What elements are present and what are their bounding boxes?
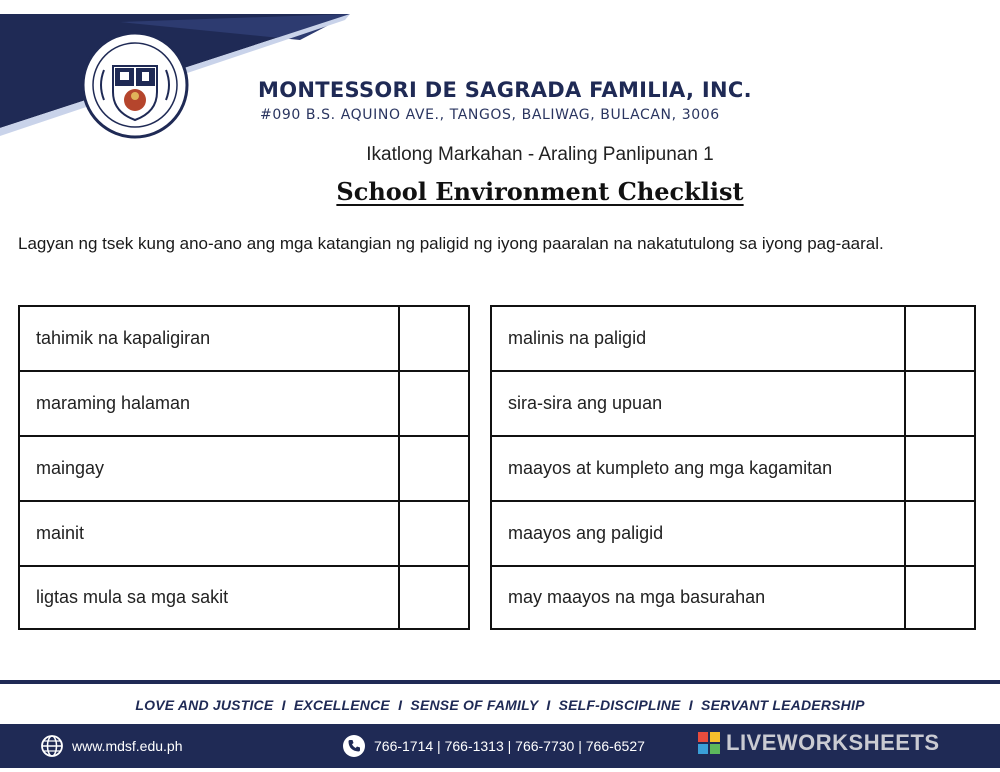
footer-divider: [0, 680, 1000, 684]
checklist-item-label: maingay: [36, 458, 105, 478]
liveworksheets-brand-text: LIVEWORKSHEETS: [726, 730, 940, 755]
worksheet-title: School Environment Checklist: [336, 177, 744, 206]
checklist-row: [492, 567, 974, 628]
website-text[interactable]: www.mdsf.edu.ph: [72, 738, 183, 754]
footer-website: [40, 734, 183, 758]
checklist-row: [492, 372, 974, 437]
checklist-item-label: sira-sira ang upuan: [508, 393, 663, 413]
checkbox-cell[interactable]: [398, 437, 468, 500]
school-seal-logo: [80, 30, 190, 140]
footer-phones: [342, 734, 645, 758]
checklist-row: [20, 372, 468, 437]
checklist-row: [20, 437, 468, 502]
checkbox-cell[interactable]: [904, 372, 974, 435]
checklist-item-label: may maayos na mga basurahan: [508, 587, 766, 607]
checklist-row: [492, 502, 974, 567]
checklist-table-right: [490, 305, 976, 630]
school-core-values: LOVE AND JUSTICE I EXCELLENCE I SENSE OF FAMILY I SELF-DISCIPLINE I SERVANT LEADERSHIP: [135, 697, 865, 713]
checkbox-cell[interactable]: [904, 502, 974, 565]
worksheet-subtitle: Ikatlong Markahan - Araling Panlipunan 1: [366, 144, 714, 165]
phone-icon: [342, 734, 366, 758]
liveworksheets-brand[interactable]: [698, 730, 940, 756]
checklist-item-label: maayos ang paligid: [508, 523, 664, 543]
checkbox-cell[interactable]: [398, 502, 468, 565]
checklist-row: [20, 307, 468, 372]
checklist-item-label: tahimik na kapaligiran: [36, 328, 211, 348]
checkbox-cell[interactable]: [398, 307, 468, 370]
checklist-item-label: mainit: [36, 523, 85, 543]
checklist-table-left: [18, 305, 470, 630]
checklist-row: [20, 502, 468, 567]
globe-icon: [40, 734, 64, 758]
liveworksheets-logo-icon: [698, 732, 720, 754]
checklist-row: [20, 567, 468, 628]
checklist-item-label: maayos at kumpleto ang mga kagamitan: [508, 458, 833, 478]
checkbox-cell[interactable]: [904, 437, 974, 500]
checkbox-cell[interactable]: [904, 567, 974, 628]
checklist-row: [492, 307, 974, 372]
checklist-item-label: maraming halaman: [36, 393, 191, 413]
school-address: #090 B.S. AQUINO AVE., TANGOS, BALIWAG, BULACAN, 3006: [260, 107, 720, 123]
checklist-item-label: malinis na paligid: [508, 328, 647, 348]
checklist-row: [492, 437, 974, 502]
checkbox-cell[interactable]: [904, 307, 974, 370]
checklist-item-label: ligtas mula sa mga sakit: [36, 587, 229, 607]
instructions-text: Lagyan ng tsek kung ano-ano ang mga katangian ng paligid ng iyong paaralan na nakatutulong sa iyong pag-aaral.: [18, 234, 884, 253]
school-name: MONTESSORI DE SAGRADA FAMILIA, INC.: [258, 78, 752, 102]
phone-numbers-text: 766-1714 | 766-1313 | 766-7730 | 766-6527: [374, 738, 645, 754]
checkbox-cell[interactable]: [398, 567, 468, 628]
checkbox-cell[interactable]: [398, 372, 468, 435]
